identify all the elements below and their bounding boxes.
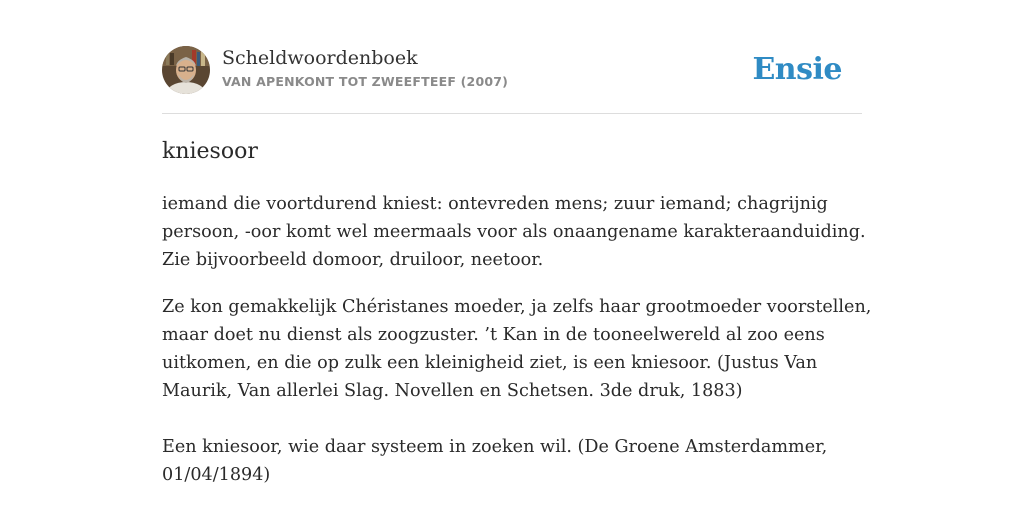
- definition-line: Zie bijvoorbeeld domoor, druiloor, neetoor.: [162, 250, 544, 270]
- entry-headword: kniesoor: [162, 139, 258, 164]
- entry-quotations: [162, 293, 872, 489]
- definition-line: persoon, -oor komt wel meermaals voor als onaangename karakteraanduiding.: [162, 222, 866, 242]
- quotation-line: 01/04/1894): [162, 465, 271, 485]
- quotation-line: Ze kon gemakkelijk Chéristanes moeder, ja zelfs haar grootmoeder voorstellen,: [162, 297, 872, 317]
- paragraph-gap: [162, 405, 852, 433]
- quotation-1: [162, 293, 872, 405]
- author-avatar[interactable]: [162, 46, 210, 94]
- source-header: [162, 46, 862, 96]
- quotation-line: Een kniesoor, wie daar systeem in zoeken wil. (De Groene Amsterdammer,: [162, 437, 828, 457]
- source-subtitle: VAN APENKONT TOT ZWEEFTEEF (2007): [222, 74, 509, 89]
- quotation-2: [162, 433, 852, 489]
- header-divider: [162, 113, 862, 114]
- ensie-logo[interactable]: Ensie: [752, 52, 842, 87]
- source-title[interactable]: Scheldwoordenboek: [222, 47, 418, 69]
- definition-line: iemand die voortdurend kniest: ontevreden mens; zuur iemand; chagrijnig: [162, 194, 828, 214]
- quotation-line: Maurik, Van allerlei Slag. Novellen en Schetsen. 3de druk, 1883): [162, 381, 743, 401]
- quotation-line: maar doet nu dienst als zoogzuster. ’t Kan in de tooneelwereld al zoo eens: [162, 325, 825, 345]
- author-portrait-icon: [162, 46, 210, 94]
- quotation-line: uitkomen, en die op zulk een kleinigheid ziet, is een kniesoor. (Justus Van: [162, 353, 818, 373]
- entry-definition: [162, 190, 866, 274]
